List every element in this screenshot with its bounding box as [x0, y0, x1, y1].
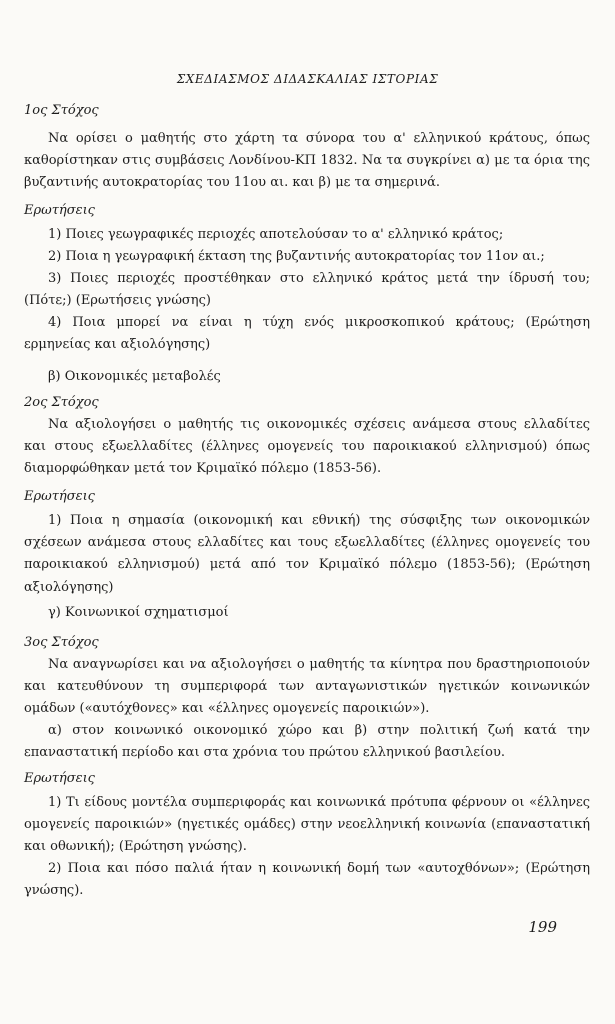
section-c-title: γ) Κοινωνικοί σχηματισμοί — [48, 605, 229, 620]
goal3-text2: α) στον κοινωνικό οικονομικό χώρο και β) στην πολιτική ζωή κατά την επαναστατική περίοδο και στα χρόνια του πρώτου ελληνικού βασιλείου. — [24, 723, 590, 761]
questions1-item-4: 4) Ποια μπορεί να είναι η τύχη ενός μικροσκοπικού κράτους; (Ερώτηση ερμηνείας και αξιολόγησης) — [24, 315, 590, 353]
goal3-text: Να αναγνωρίσει και να αξιολογήσει ο μαθητής τα κίνητρα που δραστηριοποιούν και κατευθύνουν τη συμπεριφορά των ανταγωνιστικών ηγετικών κοινωνικών ομάδων («αυτόχθονες» και «έλληνες ομογενείς παροικιών»). — [24, 657, 590, 717]
goal1-text: Να ορίσει ο μαθητής στο χάρτη τα σύνορα του α' ελληνικού κράτους, όπως καθορίστηκαν στις συμβάσεις Λονδίνου-ΚΠ 1832. Να τα συγκρίνει α) με τα όρια της βυζαντινής αυτοκρατορίας του 11ου αι. και β) με τα σημερινά. — [24, 131, 590, 191]
goal1-heading: 1ος Στόχος — [24, 103, 99, 118]
goal2-text: Να αξιολογήσει ο μαθητής τις οικονομικές σχέσεις ανάμεσα στους ελλαδίτες και στους εξωελλαδίτες (έλληνες ομογενείς του παροικιακού ελληνισμού) όπως διαμορφώθηκαν μετά τον Κριμαϊκό πόλεμο (1853-56). — [24, 417, 590, 477]
questions3-item-2: 2) Ποια και πόσο παλιά ήταν η κοινωνική δομή των «αυτοχθόνων»; (Ερώτηση γνώσης). — [24, 861, 590, 899]
questions1-heading: Ερωτήσεις — [24, 203, 95, 218]
section-b-title: β) Οικονομικές μεταβολές — [48, 369, 221, 384]
questions2-heading: Ερωτήσεις — [24, 489, 95, 504]
questions1-item-1: 1) Ποιες γεωγραφικές περιοχές αποτελούσαν το α' ελληνικό κράτος; — [48, 227, 504, 242]
goal2-heading: 2ος Στόχος — [24, 395, 99, 410]
questions3-heading: Ερωτήσεις — [24, 771, 95, 786]
questions1-item-3: 3) Ποιες περιοχές προστέθηκαν στο ελληνικό κράτος μετά την ίδρυσή του; (Πότε;) (Ερωτήσεις γνώσης) — [24, 271, 590, 309]
questions3-item-1: 1) Τι είδους μοντέλα συμπεριφοράς και κοινωνικά πρότυπα φέρνουν οι «έλληνες ομογενείς παροικιών» (ηγετικές ομάδες) στην νεοελληνική κοινωνία (επαναστατική και οθωνική); (Ερώτηση γνώσης). — [24, 795, 590, 855]
running-head: ΣΧΕΔΙΑΣΜΟΣ ΔΙΔΑΣΚΑΛΙΑΣ ΙΣΤΟΡΙΑΣ — [176, 72, 439, 86]
questions1-item-2: 2) Ποια η γεωγραφική έκταση της βυζαντινής αυτοκρατορίας τον 11ον αι.; — [48, 249, 545, 264]
questions2-item-1: 1) Ποια η σημασία (οικονομική και εθνική) της σύσφιξης των οικονομικών σχέσεων ανάμεσα στους ελλαδίτες και τους εξωελλαδίτες (έλληνες ομογενείς του παροικιακού ελληνισμού) μετά από τον Κριμαϊκό πόλεμο (1853-56); (Ερώτηση αξιολόγησης) — [24, 513, 590, 595]
page-number: 199 — [528, 918, 557, 936]
goal3-heading: 3ος Στόχος — [24, 635, 99, 650]
